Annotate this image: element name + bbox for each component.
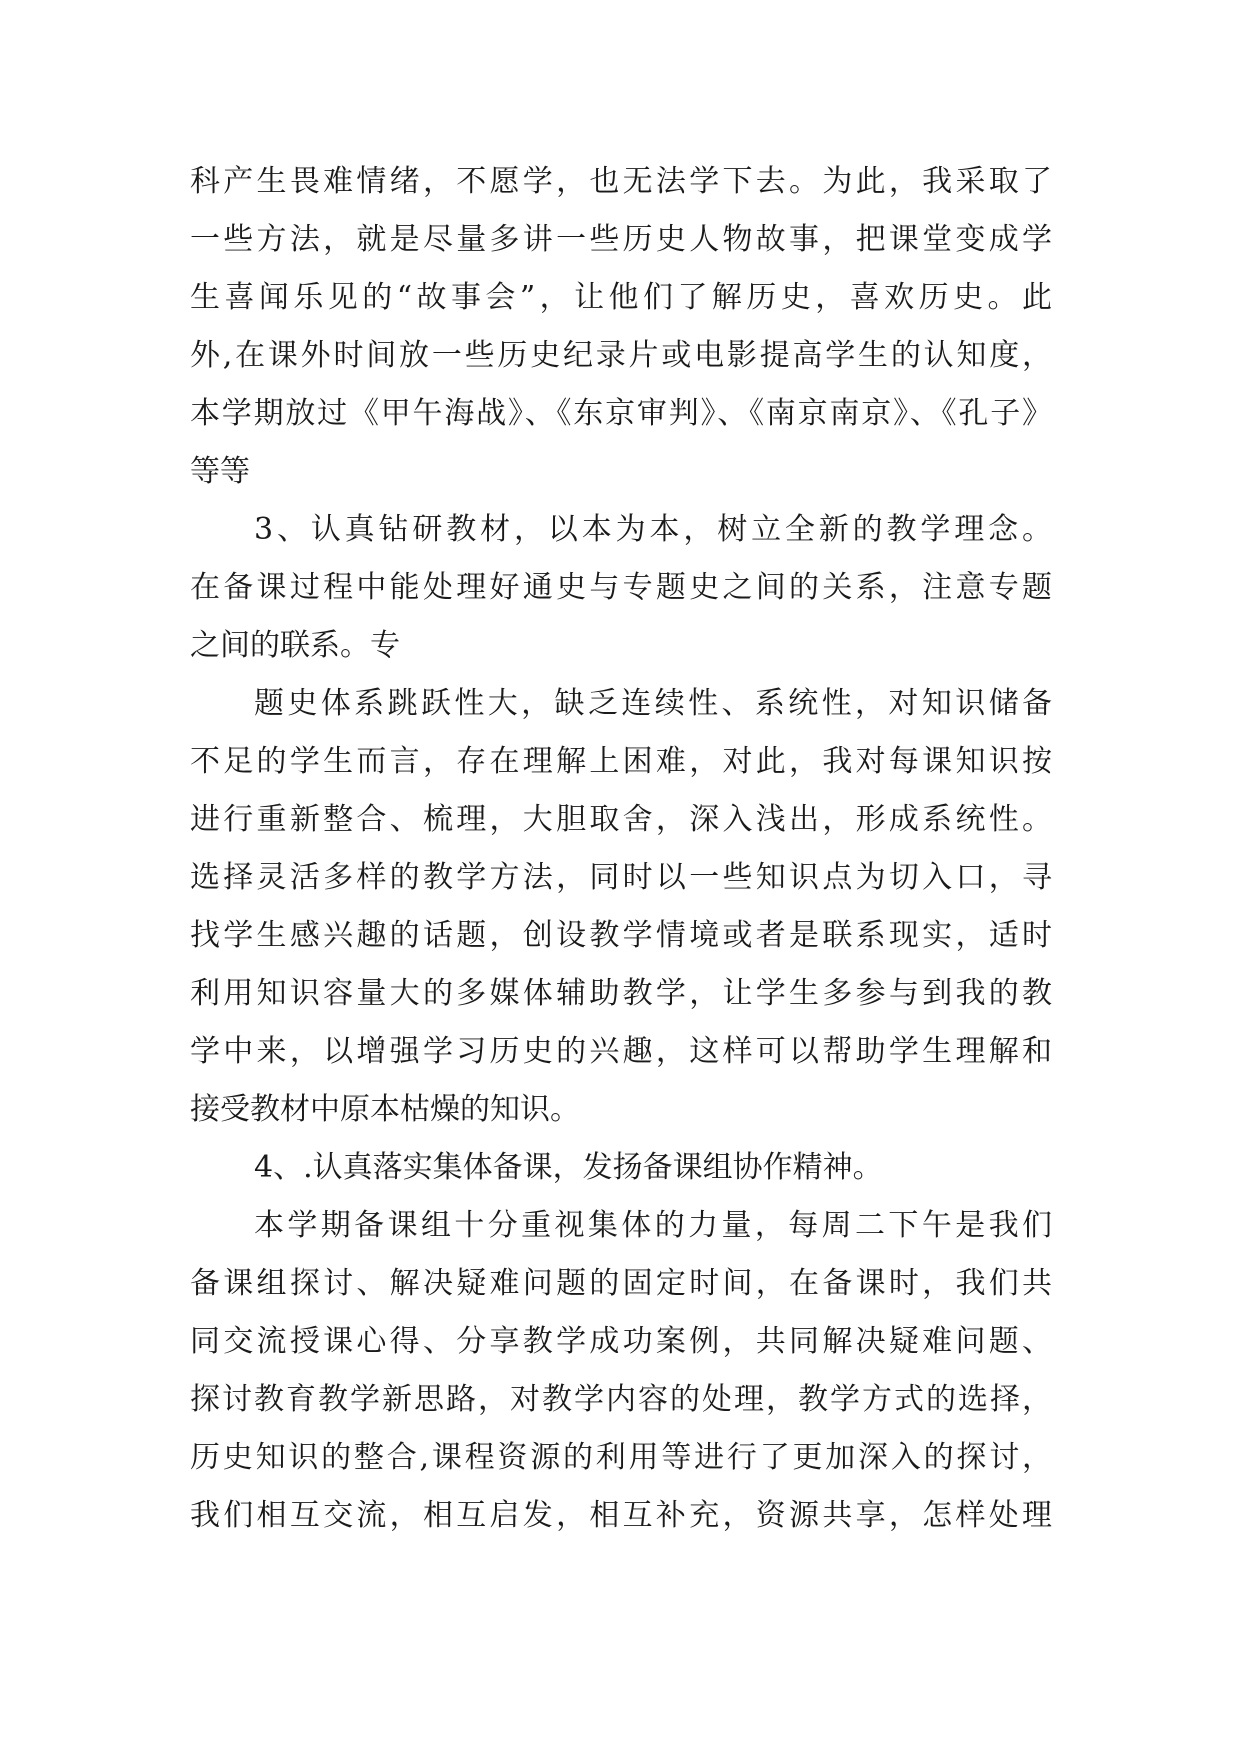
text-line: 选择灵活多样的教学方法，同时以一些知识点为切入口，寻 bbox=[190, 860, 1052, 895]
text-line: 科产生畏难情绪，不愿学，也无法学下去。为此，我采取了 bbox=[190, 164, 1052, 199]
text-line: 学中来，以增强学习历史的兴趣，这样可以帮助学生理解和 bbox=[190, 1034, 1052, 1069]
text-line: 进行重新整合、梳理，大胆取舍，深入浅出，形成系统性。 bbox=[190, 802, 1052, 837]
text-line: 找学生感兴趣的话题，创设教学情境或者是联系现实，适时 bbox=[190, 918, 1052, 953]
text-line: 探讨教育教学新思路，对教学内容的处理，教学方式的选择， bbox=[190, 1382, 1052, 1417]
text-line: 等等 bbox=[190, 454, 250, 489]
text-line: 利用知识容量大的多媒体辅助教学，让学生多参与到我的教 bbox=[190, 976, 1052, 1011]
text-line: 一些方法，就是尽量多讲一些历史人物故事，把课堂变成学 bbox=[190, 222, 1052, 257]
paragraph-heading: 3、认真钻研教材，以本为本，树立全新的教学理念。 bbox=[254, 512, 1052, 547]
text-line: 题史体系跳跃性大，缺乏连续性、系统性，对知识储备 bbox=[254, 686, 1052, 721]
text-line: 之间的联系。专 bbox=[190, 628, 400, 663]
text-line: 备课组探讨、解决疑难问题的固定时间，在备课时，我们共 bbox=[190, 1266, 1052, 1301]
paragraph-heading: 4、.认真落实集体备课，发扬备课组协作精神。 bbox=[254, 1150, 883, 1185]
text-line: 本学期备课组十分重视集体的力量，每周二下午是我们 bbox=[254, 1208, 1052, 1243]
text-line: 本学期放过《甲午海战》、《东京审判》、《南京南京》、《孔子》 bbox=[190, 396, 1052, 431]
text-line: 同交流授课心得、分享教学成功案例，共同解决疑难问题、 bbox=[190, 1324, 1052, 1359]
text-line: 生喜闻乐见的“故事会”，让他们了解历史，喜欢历史。此 bbox=[190, 280, 1052, 315]
text-line: 我们相互交流，相互启发，相互补充，资源共享，怎样处理 bbox=[190, 1498, 1052, 1533]
text-line: 不足的学生而言，存在理解上困难，对此，我对每课知识按 bbox=[190, 744, 1052, 779]
text-line: 历史知识的整合,课程资源的利用等进行了更加深入的探讨， bbox=[190, 1440, 1052, 1475]
text-line: 外,在课外时间放一些历史纪录片或电影提高学生的认知度， bbox=[190, 338, 1052, 373]
text-line: 接受教材中原本枯燥的知识。 bbox=[190, 1092, 580, 1127]
text-line: 在备课过程中能处理好通史与专题史之间的关系，注意专题 bbox=[190, 570, 1052, 605]
